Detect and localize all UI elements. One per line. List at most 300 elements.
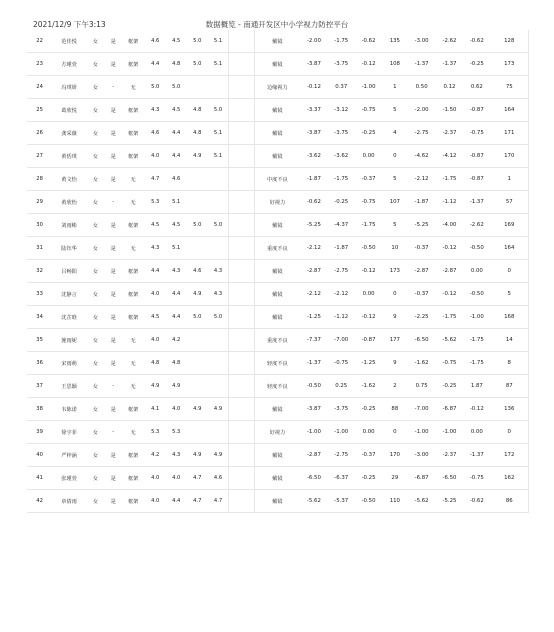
cell-vision-2: 4.5 [166, 99, 187, 122]
table-row [27, 260, 529, 283]
cell-value-3: -0.25 [355, 398, 382, 421]
cell-blank-2 [241, 191, 254, 214]
table-row [27, 237, 529, 260]
cell-value-8: 136 [490, 398, 528, 421]
cell-value-4: 10 [382, 237, 407, 260]
cell-value-1: -2.00 [300, 30, 327, 53]
cell-value-2: -2.75 [328, 444, 355, 467]
cell-vision-3: 5.0 [187, 30, 208, 53]
cell-value-4: 2 [382, 375, 407, 398]
table-row [27, 214, 529, 237]
cell-value-7: -0.50 [463, 237, 490, 260]
cell-vision-2: 5.1 [166, 191, 187, 214]
cell-glasses-type: 框架 [122, 444, 145, 467]
table-row [27, 76, 529, 99]
cell-glasses: 是 [105, 30, 122, 53]
cell-glasses-type: 无 [122, 237, 145, 260]
cell-value-2: -1.87 [328, 237, 355, 260]
cell-value-3: -0.75 [355, 191, 382, 214]
cell-value-1: -1.00 [300, 421, 327, 444]
cell-blank-1 [229, 76, 242, 99]
cell-value-6: -2.62 [436, 30, 463, 53]
cell-value-7: -0.75 [463, 467, 490, 490]
cell-gender: 女 [86, 490, 105, 513]
table-row [27, 490, 529, 513]
cell-value-7: -0.25 [463, 53, 490, 76]
cell-value-4: 170 [382, 444, 407, 467]
cell-seq: 35 [27, 329, 52, 352]
cell-value-8: 164 [490, 99, 528, 122]
cell-vision-3 [187, 76, 208, 99]
cell-value-3: -0.12 [355, 306, 382, 329]
cell-vision-3 [187, 168, 208, 191]
cell-vision-1: 4.8 [145, 352, 166, 375]
cell-seq: 23 [27, 53, 52, 76]
cell-glasses: 是 [105, 398, 122, 421]
table-row [27, 306, 529, 329]
cell-name: 韦陈诺 [52, 398, 86, 421]
cell-vision-3 [187, 191, 208, 214]
cell-seq: 22 [27, 30, 52, 53]
cell-name: 陆钰华 [52, 237, 86, 260]
cell-vision-3 [187, 352, 208, 375]
cell-glasses: - [105, 76, 122, 99]
cell-blank-2 [241, 145, 254, 168]
cell-value-3: -0.37 [355, 444, 382, 467]
cell-blank-2 [241, 306, 254, 329]
cell-value-1: -3.87 [300, 53, 327, 76]
cell-glasses: 是 [105, 444, 122, 467]
cell-value-7: 0.00 [463, 260, 490, 283]
cell-value-6: -6.50 [436, 467, 463, 490]
cell-blank-1 [229, 306, 242, 329]
cell-vision-2: 4.5 [166, 214, 187, 237]
cell-glasses-type: 框架 [122, 214, 145, 237]
cell-name: 张瑾萱 [52, 467, 86, 490]
cell-blank-1 [229, 191, 242, 214]
cell-vision-2: 4.4 [166, 145, 187, 168]
cell-value-7: -0.12 [463, 398, 490, 421]
cell-value-1: -7.37 [300, 329, 327, 352]
cell-value-7: -0.87 [463, 99, 490, 122]
cell-vision-status: 重度不良 [254, 237, 300, 260]
cell-value-7: -0.87 [463, 145, 490, 168]
cell-blank-1 [229, 260, 242, 283]
cell-glasses-type: 框架 [122, 30, 145, 53]
cell-seq: 28 [27, 168, 52, 191]
cell-blank-2 [241, 122, 254, 145]
cell-value-6: -0.25 [436, 375, 463, 398]
cell-blank-1 [229, 352, 242, 375]
cell-blank-2 [241, 283, 254, 306]
cell-value-3: -1.25 [355, 352, 382, 375]
cell-value-7: 0.62 [463, 76, 490, 99]
cell-vision-2: 4.9 [166, 375, 187, 398]
cell-vision-3: 4.9 [187, 283, 208, 306]
cell-name: 范佳悦 [52, 30, 86, 53]
cell-blank-1 [229, 53, 242, 76]
cell-vision-3 [187, 421, 208, 444]
cell-value-4: 173 [382, 260, 407, 283]
cell-vision-3 [187, 375, 208, 398]
cell-seq: 29 [27, 191, 52, 214]
cell-vision-2: 4.0 [166, 398, 187, 421]
cell-value-5: 0.75 [407, 375, 435, 398]
cell-name: 黄恬琪 [52, 145, 86, 168]
cell-glasses-type: 框架 [122, 283, 145, 306]
cell-blank-2 [241, 53, 254, 76]
cell-value-8: 75 [490, 76, 528, 99]
table-row [27, 53, 529, 76]
cell-value-2: -1.00 [328, 421, 355, 444]
cell-value-5: -2.00 [407, 99, 435, 122]
cell-value-5: -6.87 [407, 467, 435, 490]
cell-value-3: 0.00 [355, 421, 382, 444]
cell-vision-2: 5.3 [166, 421, 187, 444]
cell-seq: 40 [27, 444, 52, 467]
table-row [27, 30, 529, 53]
cell-gender: 女 [86, 444, 105, 467]
cell-name: 施雨妮 [52, 329, 86, 352]
cell-vision-1: 4.3 [145, 237, 166, 260]
cell-value-8: 170 [490, 145, 528, 168]
cell-value-8: 0 [490, 260, 528, 283]
cell-name: 方瑾萱 [52, 53, 86, 76]
cell-glasses-type: 无 [122, 375, 145, 398]
cell-value-1: -1.25 [300, 306, 327, 329]
cell-vision-status: 轻度不良 [254, 375, 300, 398]
cell-value-5: -2.25 [407, 306, 435, 329]
cell-vision-2: 5.0 [166, 76, 187, 99]
cell-value-1: -6.50 [300, 467, 327, 490]
cell-value-6: -2.87 [436, 260, 463, 283]
cell-name: 葛欣悦 [52, 99, 86, 122]
cell-blank-2 [241, 260, 254, 283]
cell-glasses: - [105, 421, 122, 444]
cell-vision-status: 戴镜 [254, 260, 300, 283]
table-row [27, 168, 529, 191]
cell-value-5: -1.87 [407, 191, 435, 214]
cell-value-8: 1 [490, 168, 528, 191]
cell-vision-2: 4.8 [166, 352, 187, 375]
cell-value-3: 0.00 [355, 283, 382, 306]
cell-value-5: -2.12 [407, 168, 435, 191]
cell-name: 严梓涵 [52, 444, 86, 467]
cell-value-1: -3.37 [300, 99, 327, 122]
cell-glasses-type: 无 [122, 329, 145, 352]
cell-value-7: 1.87 [463, 375, 490, 398]
cell-glasses-type: 无 [122, 421, 145, 444]
cell-vision-4: 4.9 [208, 398, 229, 421]
cell-value-8: 162 [490, 467, 528, 490]
cell-blank-1 [229, 145, 242, 168]
cell-gender: 女 [86, 467, 105, 490]
cell-seq: 39 [27, 421, 52, 444]
cell-vision-1: 4.4 [145, 260, 166, 283]
cell-vision-1: 5.0 [145, 76, 166, 99]
cell-value-1: -3.87 [300, 122, 327, 145]
cell-vision-2: 4.4 [166, 490, 187, 513]
cell-blank-2 [241, 444, 254, 467]
cell-value-4: 107 [382, 191, 407, 214]
cell-name: 宋雨萌 [52, 352, 86, 375]
cell-name: 黄文怡 [52, 168, 86, 191]
cell-vision-4 [208, 329, 229, 352]
cell-vision-4 [208, 237, 229, 260]
cell-gender: 女 [86, 122, 105, 145]
cell-value-3: -0.25 [355, 467, 382, 490]
cell-value-6: -1.50 [436, 99, 463, 122]
cell-vision-4 [208, 191, 229, 214]
cell-value-1: -5.25 [300, 214, 327, 237]
cell-vision-status: 轻度不良 [254, 352, 300, 375]
cell-vision-4 [208, 76, 229, 99]
cell-vision-4: 4.3 [208, 260, 229, 283]
cell-glasses-type: 框架 [122, 306, 145, 329]
cell-glasses-type: 框架 [122, 99, 145, 122]
cell-blank-2 [241, 329, 254, 352]
cell-glasses: 是 [105, 306, 122, 329]
cell-value-2: -3.75 [328, 122, 355, 145]
cell-value-4: 108 [382, 53, 407, 76]
cell-value-3: -0.37 [355, 168, 382, 191]
cell-blank-1 [229, 214, 242, 237]
cell-vision-1: 4.0 [145, 490, 166, 513]
cell-blank-2 [241, 30, 254, 53]
cell-value-2: 0.37 [328, 76, 355, 99]
table-row [27, 467, 529, 490]
cell-vision-status: 戴镜 [254, 398, 300, 421]
cell-value-8: 128 [490, 30, 528, 53]
cell-vision-3: 5.0 [187, 306, 208, 329]
cell-value-8: 87 [490, 375, 528, 398]
cell-vision-3: 4.6 [187, 260, 208, 283]
cell-value-1: -3.87 [300, 398, 327, 421]
cell-vision-status: 戴镜 [254, 444, 300, 467]
cell-value-4: 177 [382, 329, 407, 352]
cell-seq: 33 [27, 283, 52, 306]
cell-vision-4: 5.0 [208, 306, 229, 329]
cell-value-1: -2.12 [300, 237, 327, 260]
cell-name: 沈静言 [52, 283, 86, 306]
cell-value-4: 135 [382, 30, 407, 53]
table-row [27, 444, 529, 467]
cell-name: 王思颖 [52, 375, 86, 398]
cell-vision-status: 戴镜 [254, 145, 300, 168]
cell-blank-2 [241, 76, 254, 99]
cell-gender: 女 [86, 283, 105, 306]
cell-vision-status: 戴镜 [254, 99, 300, 122]
cell-vision-4: 5.0 [208, 99, 229, 122]
cell-value-2: -5.37 [328, 490, 355, 513]
cell-value-6: -6.87 [436, 398, 463, 421]
cell-blank-1 [229, 283, 242, 306]
table-row [27, 421, 529, 444]
cell-vision-1: 4.6 [145, 122, 166, 145]
cell-value-2: -2.12 [328, 283, 355, 306]
cell-seq: 30 [27, 214, 52, 237]
cell-glasses-type: 框架 [122, 145, 145, 168]
cell-value-6: -2.37 [436, 122, 463, 145]
cell-glasses: 是 [105, 329, 122, 352]
cell-vision-3: 4.8 [187, 99, 208, 122]
cell-glasses: - [105, 375, 122, 398]
print-header [0, 0, 554, 30]
cell-glasses: 是 [105, 99, 122, 122]
cell-vision-2: 4.6 [166, 168, 187, 191]
cell-name: 沈芷晗 [52, 306, 86, 329]
cell-blank-2 [241, 168, 254, 191]
cell-gender: 女 [86, 145, 105, 168]
cell-value-7: 0.00 [463, 421, 490, 444]
cell-vision-4 [208, 352, 229, 375]
cell-vision-2: 4.2 [166, 329, 187, 352]
cell-blank-1 [229, 421, 242, 444]
cell-seq: 36 [27, 352, 52, 375]
cell-value-8: 169 [490, 214, 528, 237]
cell-vision-3: 4.9 [187, 398, 208, 421]
cell-vision-1: 4.5 [145, 306, 166, 329]
cell-vision-1: 4.0 [145, 329, 166, 352]
cell-gender: 女 [86, 306, 105, 329]
cell-glasses: 是 [105, 283, 122, 306]
cell-gender: 女 [86, 260, 105, 283]
cell-blank-2 [241, 421, 254, 444]
cell-value-4: 0 [382, 421, 407, 444]
cell-seq: 26 [27, 122, 52, 145]
cell-blank-1 [229, 168, 242, 191]
cell-vision-1: 4.6 [145, 30, 166, 53]
cell-value-7: -1.37 [463, 444, 490, 467]
cell-value-4: 0 [382, 145, 407, 168]
cell-name: 冯琪妍 [52, 76, 86, 99]
cell-vision-1: 4.5 [145, 214, 166, 237]
cell-value-5: 0.50 [407, 76, 435, 99]
cell-value-8: 168 [490, 306, 528, 329]
cell-blank-2 [241, 214, 254, 237]
cell-value-7: -0.62 [463, 490, 490, 513]
cell-glasses: 是 [105, 145, 122, 168]
cell-gender: 女 [86, 421, 105, 444]
cell-value-7: -0.75 [463, 122, 490, 145]
cell-glasses: 是 [105, 237, 122, 260]
cell-vision-1: 4.3 [145, 99, 166, 122]
cell-value-4: 9 [382, 306, 407, 329]
cell-vision-1: 4.0 [145, 467, 166, 490]
cell-vision-2: 4.4 [166, 122, 187, 145]
cell-vision-status: 戴镜 [254, 30, 300, 53]
cell-vision-4: 5.1 [208, 53, 229, 76]
table-row [27, 375, 529, 398]
cell-vision-2: 4.4 [166, 283, 187, 306]
cell-name: 吕畅阳 [52, 260, 86, 283]
table-row [27, 191, 529, 214]
cell-value-6: -1.12 [436, 191, 463, 214]
cell-blank-2 [241, 375, 254, 398]
cell-seq: 42 [27, 490, 52, 513]
cell-vision-4: 5.1 [208, 30, 229, 53]
cell-blank-2 [241, 99, 254, 122]
table-row [27, 145, 529, 168]
cell-vision-4: 4.6 [208, 467, 229, 490]
cell-value-2: -3.75 [328, 398, 355, 421]
cell-glasses-type: 无 [122, 76, 145, 99]
cell-value-2: -4.37 [328, 214, 355, 237]
table-row [27, 122, 529, 145]
cell-value-4: 9 [382, 352, 407, 375]
cell-value-2: -1.12 [328, 306, 355, 329]
cell-vision-2: 5.1 [166, 237, 187, 260]
cell-blank-1 [229, 122, 242, 145]
cell-vision-status: 戴镜 [254, 122, 300, 145]
cell-gender: 女 [86, 191, 105, 214]
cell-value-2: -0.25 [328, 191, 355, 214]
cell-seq: 41 [27, 467, 52, 490]
cell-value-1: -0.62 [300, 191, 327, 214]
cell-vision-status: 戴镜 [254, 467, 300, 490]
cell-blank-1 [229, 30, 242, 53]
cell-value-6: 0.12 [436, 76, 463, 99]
cell-vision-3 [187, 329, 208, 352]
cell-value-6: -5.25 [436, 490, 463, 513]
cell-value-3: -0.12 [355, 260, 382, 283]
cell-gender: 女 [86, 214, 105, 237]
cell-vision-status: 戴镜 [254, 490, 300, 513]
cell-vision-status: 好视力 [254, 191, 300, 214]
print-timestamp: 2021/12/9 下午3:13 [33, 20, 106, 29]
cell-value-2: -6.37 [328, 467, 355, 490]
cell-vision-1: 4.7 [145, 168, 166, 191]
cell-vision-3: 4.9 [187, 444, 208, 467]
cell-value-8: 86 [490, 490, 528, 513]
cell-gender: 女 [86, 375, 105, 398]
cell-value-1: -1.87 [300, 168, 327, 191]
cell-glasses-type: 框架 [122, 122, 145, 145]
cell-value-6: -0.12 [436, 283, 463, 306]
cell-value-5: -3.00 [407, 444, 435, 467]
cell-glasses: 是 [105, 214, 122, 237]
cell-vision-2: 4.8 [166, 53, 187, 76]
cell-value-4: 110 [382, 490, 407, 513]
cell-vision-2: 4.3 [166, 260, 187, 283]
cell-value-4: 0 [382, 283, 407, 306]
cell-glasses-type: 框架 [122, 490, 145, 513]
cell-blank-1 [229, 467, 242, 490]
cell-gender: 女 [86, 76, 105, 99]
cell-value-4: 5 [382, 214, 407, 237]
cell-value-2: -1.75 [328, 30, 355, 53]
cell-value-3: -0.75 [355, 99, 382, 122]
cell-gender: 女 [86, 168, 105, 191]
data-sheet [27, 30, 529, 513]
cell-vision-4 [208, 168, 229, 191]
cell-blank-2 [241, 490, 254, 513]
cell-gender: 女 [86, 398, 105, 421]
cell-value-4: 29 [382, 467, 407, 490]
cell-vision-2: 4.5 [166, 30, 187, 53]
cell-value-8: 164 [490, 237, 528, 260]
table-row [27, 99, 529, 122]
cell-value-2: -3.62 [328, 145, 355, 168]
cell-value-5: -1.00 [407, 421, 435, 444]
cell-seq: 34 [27, 306, 52, 329]
cell-seq: 31 [27, 237, 52, 260]
cell-value-7: -0.50 [463, 283, 490, 306]
cell-seq: 27 [27, 145, 52, 168]
cell-vision-1: 5.3 [145, 421, 166, 444]
cell-glasses-type: 无 [122, 352, 145, 375]
cell-value-1: -2.12 [300, 283, 327, 306]
